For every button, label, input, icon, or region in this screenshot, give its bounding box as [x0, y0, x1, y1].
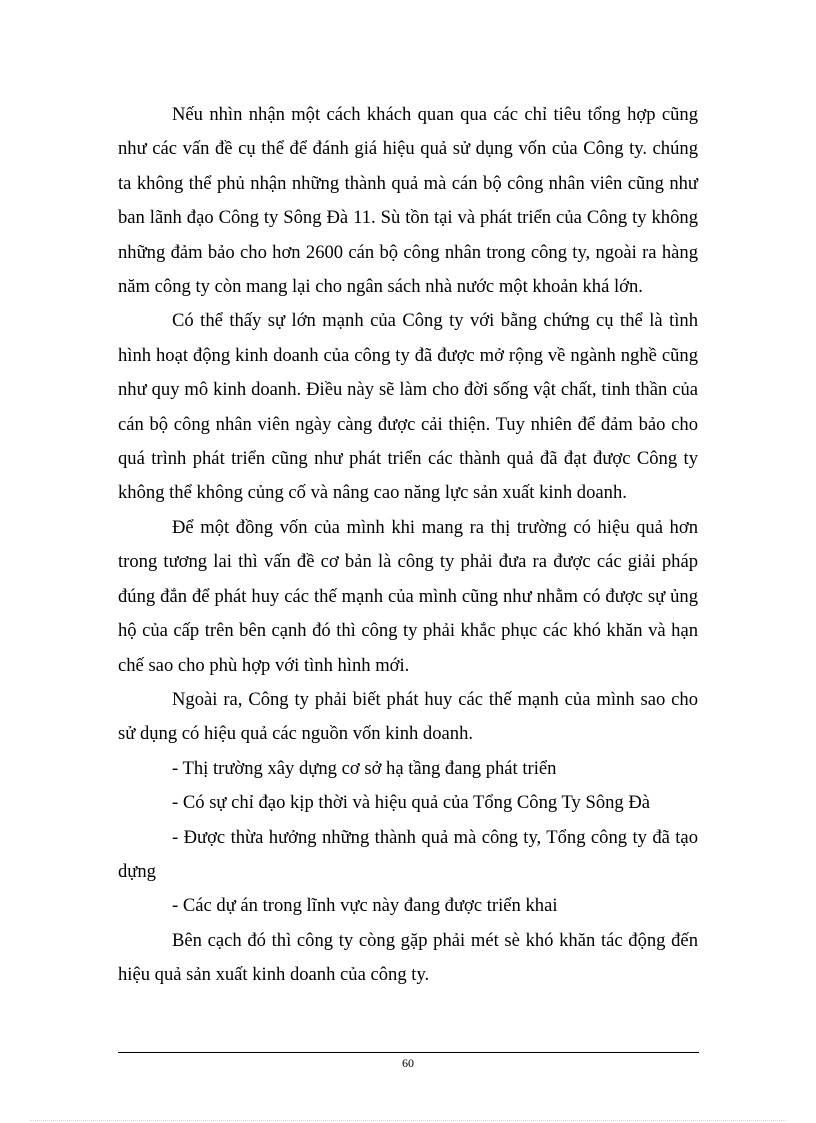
paragraph-capital-solutions: Để một đồng vốn của mình khi mang ra thị trường có hiệu quả hơn trong tương lai thì vấn đề cơ bản là công ty phải đưa ra được các giải pháp đúng đắn để phát huy các thế mạnh của mình cũng như nhằm có được sự ủng hộ của cấp trên bên cạnh đó thì công ty phải khắc phục các khó khăn và hạn chế sao cho phù hợp với tình hình mới. — [118, 516, 698, 676]
list-item-infrastructure-market: - Thị trường xây dựng cơ sở hạ tầng đang phát triển — [172, 757, 557, 779]
page-number: 60 — [402, 1056, 414, 1070]
page-bottom-border — [30, 1120, 786, 1121]
list-item-inherited-achievements: - Được thừa hưởng những thành quả mà công ty, Tổng công ty đã tạo dựng — [118, 826, 698, 882]
list-item-projects-deployed: - Các dự án trong lĩnh vực này đang được triển khai — [172, 895, 558, 917]
footer-divider — [118, 1052, 699, 1053]
paragraph-company-growth: Có thể thấy sự lớn mạnh của Công ty với bằng chứng cụ thể là tình hình hoạt động kinh doanh của công ty đã được mở rộng về ngành nghề cũng như quy mô kinh doanh. Điều này sẽ làm cho đời sống vật chất, tinh thần của cán bộ công nhân viên ngày càng được cải thiện. Tuy nhiên để đảm bảo cho quá trình phát triển cũng như phát triển các thành quả đã đạt được Công ty không thể không củng cố và nâng cao năng lực sản xuất kinh doanh. — [118, 310, 698, 504]
paragraph-strengths-intro: Ngoài ra, Công ty phải biết phát huy các thế mạnh của mình sao cho sử dụng có hiệu quả các nguồn vốn kinh doanh. — [118, 688, 698, 745]
body-text — [118, 98, 698, 993]
list-item-timely-direction: - Có sự chỉ đạo kịp thời và hiệu quả của Tổng Công Ty Sông Đà — [172, 792, 651, 814]
paragraph-difficulties: Bên cạch đó thì công ty còng gặp phải mét sè khó khăn tác động đến hiệu quả sản xuất kinh doanh của công ty. — [118, 929, 698, 986]
paragraph-capital-efficiency: Nếu nhìn nhận một cách khách quan qua các chỉ tiêu tổng hợp cũng như các vấn đề cụ thể để đánh giá hiệu quả sử dụng vốn của Công ty. chúng ta không thể phủ nhận những thành quả mà cán bộ công nhân viên cũng như ban lãnh đạo Công ty Sông Đà 11. Sù tồn tại và phát triển của Công ty không những đảm bảo cho hơn 2600 cán bộ công nhân trong công ty, ngoài ra hàng năm công ty còn mang lại cho ngân sách nhà nước một khoản khá lớn. — [118, 104, 698, 298]
